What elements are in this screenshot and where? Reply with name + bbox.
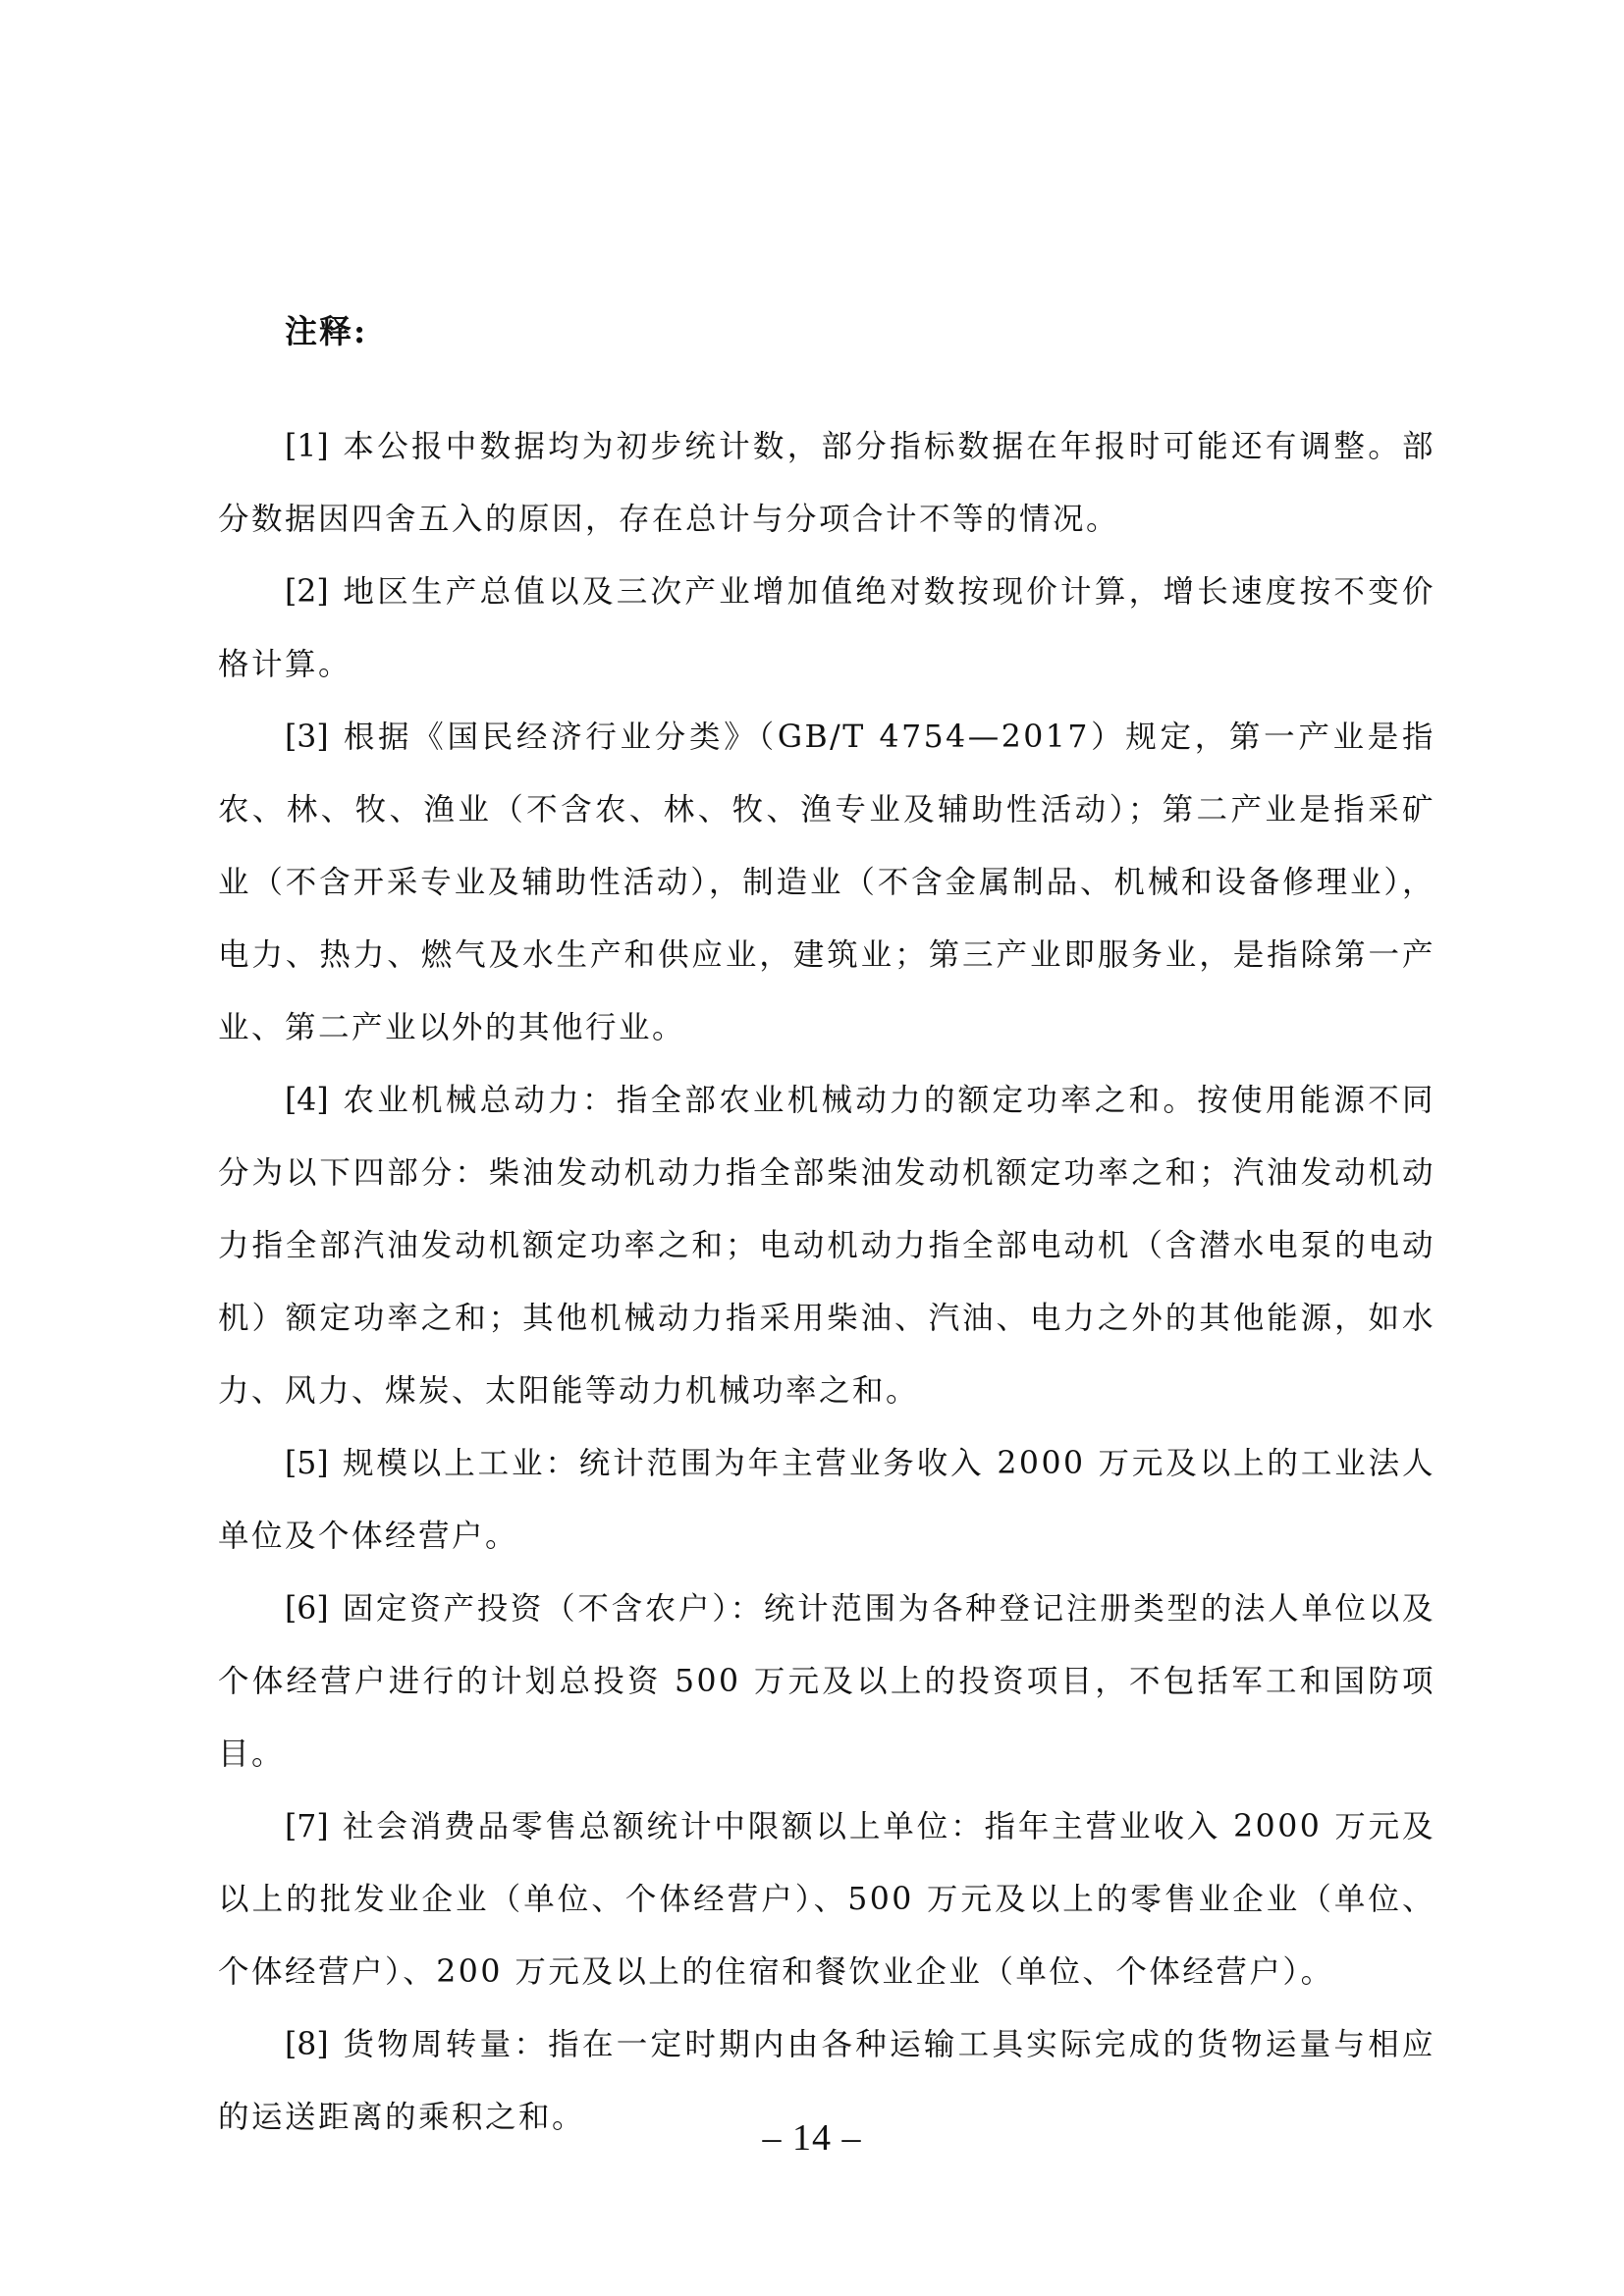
note-number: [6] — [285, 1591, 329, 1627]
note-text: 固定资产投资（不含农户）：统计范围为各种登记注册类型的法人单位以及个体经营户进行的计划总投资 500 万元及以上的投资项目，不包括军工和国防项目。 — [218, 1591, 1435, 1772]
note-text: 农业机械总动力：指全部农业机械动力的额定功率之和。按使用能源不同分为以下四部分：柴油发动机动力指全部柴油发动机额定功率之和；汽油发动机动力指全部汽油发动机额定功率之和；电动机动力指全部电动机（含潜水电泵的电动机）额定功率之和；其他机械动力指采用柴油、汽油、电力之外的其他能源，如水力、风力、煤炭、太阳能等动力机械功率之和。 — [218, 1083, 1435, 1409]
note-item-3 — [218, 701, 1435, 1064]
note-text: 地区生产总值以及三次产业增加值绝对数按现价计算，增长速度按不变价格计算。 — [218, 574, 1435, 682]
notes-heading: 注释: — [285, 312, 368, 350]
note-item-1 — [218, 410, 1435, 556]
note-number: [5] — [285, 1446, 329, 1481]
note-item-6 — [218, 1573, 1435, 1790]
note-text: 本公报中数据均为初步统计数，部分指标数据在年报时可能还有调整。部分数据因四舍五入的原因，存在总计与分项合计不等的情况。 — [218, 429, 1435, 537]
note-text: 货物周转量：指在一定时期内由各种运输工具实际完成的货物运量与相应的运送距离的乘积之和。 — [218, 2027, 1435, 2135]
note-number: [7] — [285, 1809, 329, 1844]
note-text: 社会消费品零售总额统计中限额以上单位：指年主营业收入 2000 万元及以上的批发业企业（单位、个体经营户）、500 万元及以上的零售业企业（单位、个体经营户）、200 万元及以上的住宿和餐饮业企业（单位、个体经营户）。 — [218, 1809, 1435, 1990]
note-item-4 — [218, 1064, 1435, 1427]
note-text: 根据《国民经济行业分类》（GB/T 4754—2017）规定，第一产业是指农、林、牧、渔业（不含农、林、牧、渔专业及辅助性活动）；第二产业是指采矿业（不含开采专业及辅助性活动），制造业（不含金属制品、机械和设备修理业），电力、热力、燃气及水生产和供应业，建筑业；第三产业即服务业，是指除第一产业、第二产业以外的其他行业。 — [218, 720, 1435, 1045]
note-text: 规模以上工业：统计范围为年主营业务收入 2000 万元及以上的工业法人单位及个体经营户。 — [218, 1446, 1435, 1554]
note-number: [4] — [285, 1083, 329, 1118]
page-number: – 14 – — [762, 2117, 862, 2159]
note-number: [2] — [285, 574, 329, 610]
note-item-2 — [218, 556, 1435, 701]
note-number: [8] — [285, 2027, 329, 2062]
note-item-5 — [218, 1427, 1435, 1573]
note-number: [3] — [285, 720, 329, 755]
note-number: [1] — [285, 429, 329, 464]
note-item-7 — [218, 1790, 1435, 2008]
notes-list — [218, 410, 1435, 2154]
